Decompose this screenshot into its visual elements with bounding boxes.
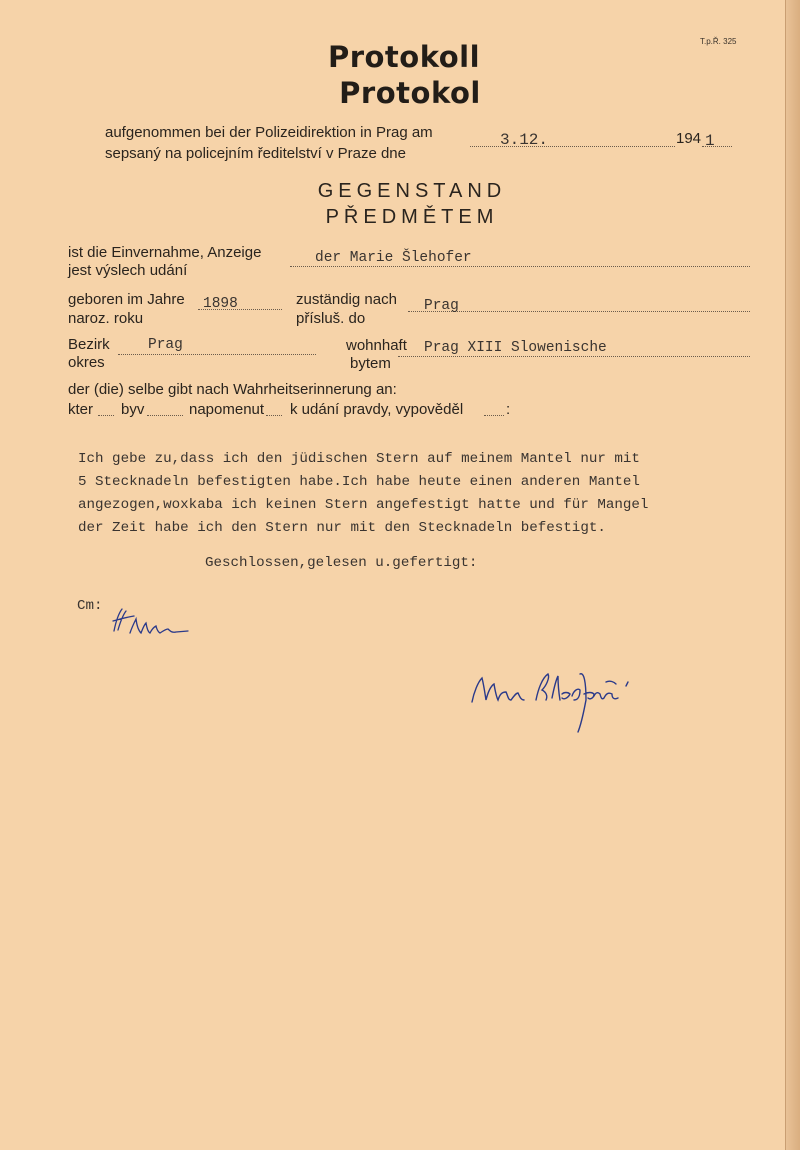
truth-cz-part4: k udání pravdy, vypověděl [290, 401, 464, 418]
subject-label-czech: jest výslech udání [68, 262, 188, 279]
cm-label: Cm: [77, 598, 103, 614]
domicile-label-german: zuständig nach [296, 291, 397, 308]
truth-dots-4 [484, 415, 504, 416]
title-german: Protokoll [327, 40, 481, 74]
paper-edge-line [785, 0, 786, 1150]
subject-dotted-line [290, 266, 750, 267]
statement-line: 5 Stecknadeln befestigten habe.Ich habe heute einen anderen Mantel [78, 474, 640, 490]
statement-line: der Zeit habe ich den Stern nur mit den Stecknadeln befestigt. [78, 520, 606, 536]
residence-label-czech: bytem [350, 355, 391, 372]
statement-line: angezogen,woxkaba ich keinen Stern angefestigt hatte und für Mangel [78, 497, 649, 513]
year-prefix: 194 [676, 130, 702, 147]
truth-cz-part3: napomenut [189, 401, 265, 418]
domicile-dotted-line [408, 311, 750, 312]
statement-line: Ich gebe zu,dass ich den jüdischen Stern auf meinem Mantel nur mit [78, 451, 640, 467]
residence-value: Prag XIII Slowenische [424, 340, 607, 356]
truth-dots-3 [266, 415, 282, 416]
domicile-value: Prag [424, 298, 459, 314]
officer-signature [110, 603, 195, 643]
truth-cz-part1: kter [68, 401, 94, 418]
header-line-german: aufgenommen bei der Polizeidirektion in Prag am [105, 124, 433, 141]
header-line-czech: sepsaný na policejním ředitelství v Praze dne [105, 145, 406, 162]
truth-cz-part2: byv [121, 401, 145, 418]
subject-value: der Marie Šlehofer [315, 250, 472, 266]
closing-line: Geschlossen,gelesen u.gefertigt: [205, 555, 478, 571]
residence-label-german: wohnhaft [346, 337, 407, 354]
truth-line-german: der (die) selbe gibt nach Wahrheitserinnerung an: [68, 381, 397, 398]
subject-heading-german: GEGENSTAND [317, 180, 507, 202]
born-label-czech: naroz. roku [68, 310, 144, 327]
year-suffix: 1 [705, 132, 715, 150]
paper-edge [786, 0, 800, 1150]
form-code: T.p.Ř. 325 [700, 37, 737, 46]
title-czech: Protokol [339, 76, 481, 110]
truth-dots-1 [98, 415, 114, 416]
year-dotted-line [702, 146, 732, 147]
witness-signature [466, 660, 646, 740]
residence-dotted-line [398, 356, 750, 357]
date-value: 3.12. [500, 131, 549, 149]
subject-label-german: ist die Einvernahme, Anzeige [68, 244, 262, 261]
truth-dots-2 [147, 415, 183, 416]
district-label-czech: okres [68, 354, 105, 371]
truth-cz-part5: : [506, 401, 511, 418]
district-dotted-line [118, 354, 316, 355]
district-label-german: Bezirk [68, 336, 110, 353]
subject-heading-czech: PŘEDMĚTEM [325, 206, 499, 228]
born-value: 1898 [203, 296, 238, 312]
born-label-german: geboren im Jahre [68, 291, 185, 308]
district-value: Prag [148, 337, 183, 353]
domicile-label-czech: přísluš. do [296, 310, 366, 327]
